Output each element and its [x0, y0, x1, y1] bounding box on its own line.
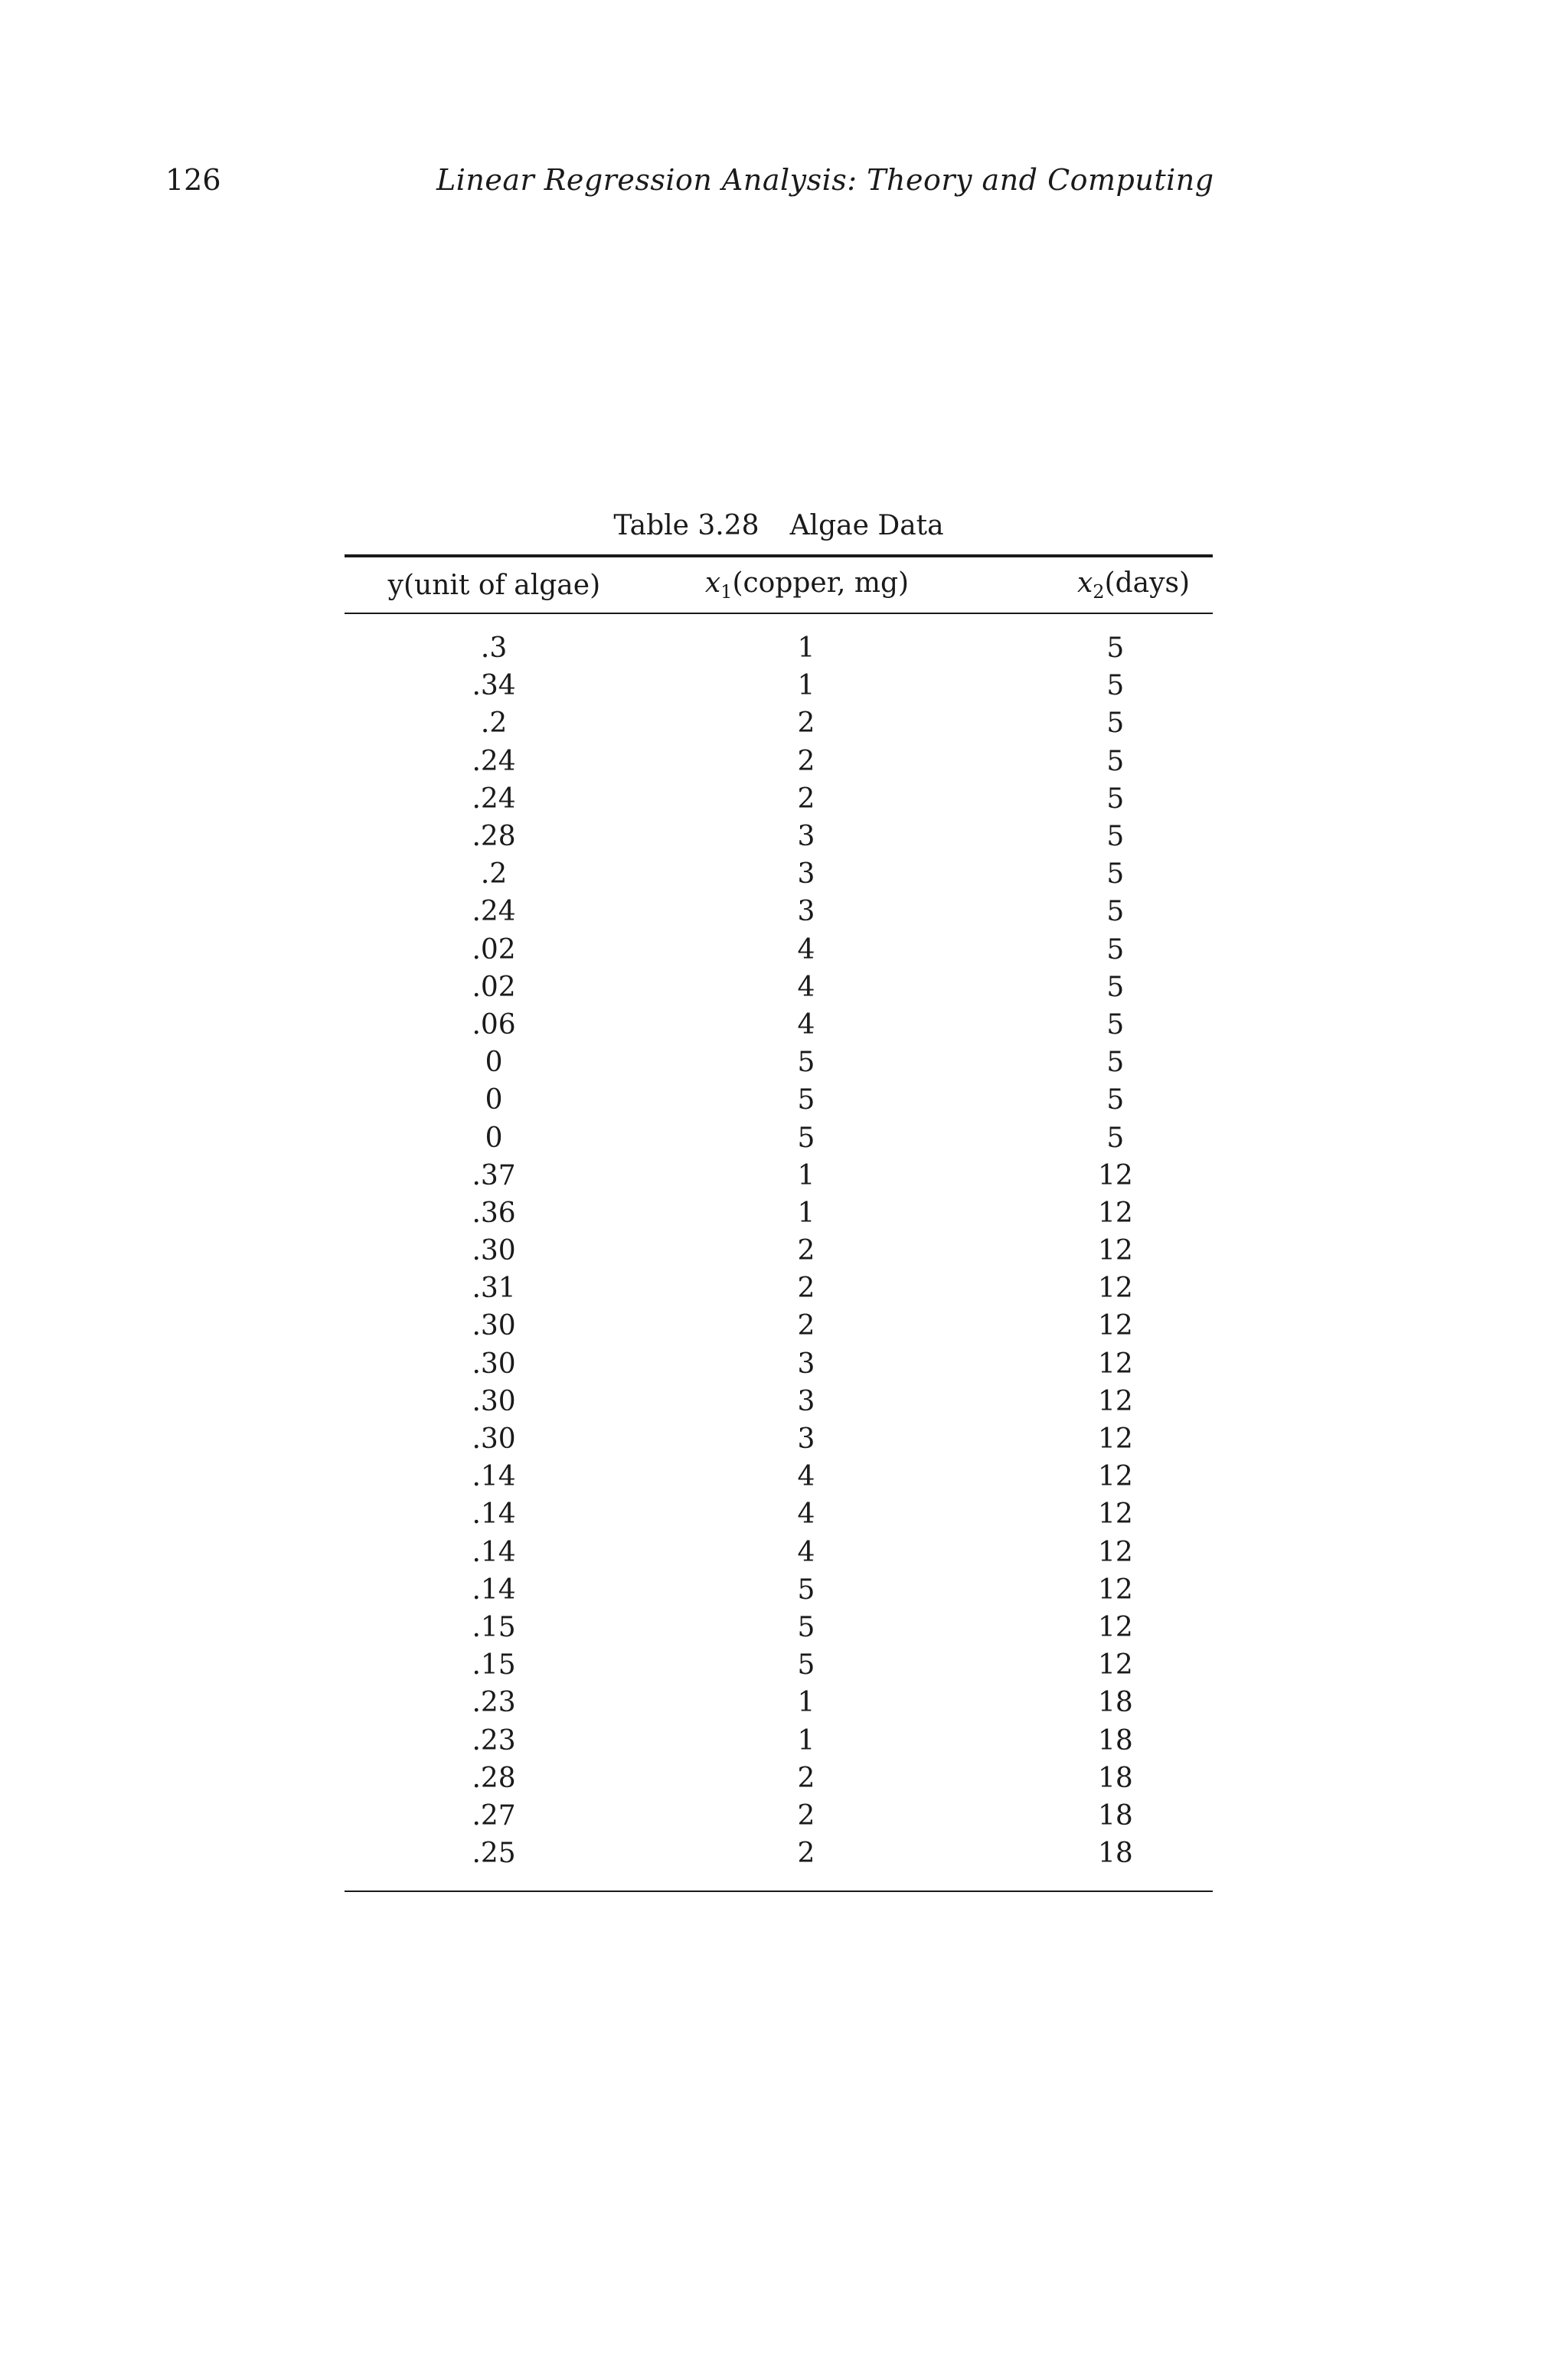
running-head: [0, 157, 1568, 203]
cell-y: .14: [472, 1536, 516, 1568]
cell-x2: 18: [1097, 1799, 1133, 1832]
cell-x2: 12: [1097, 1159, 1133, 1191]
cell-x1: 5: [797, 1649, 815, 1681]
table-row: [345, 1571, 1213, 1609]
cell-x1: 2: [797, 783, 815, 815]
cell-x2: 18: [1097, 1762, 1133, 1794]
cell-x1: 1: [797, 632, 815, 665]
cell-y: .14: [472, 1498, 516, 1531]
cell-x2: 18: [1097, 1687, 1133, 1719]
bottom-rule: [345, 1891, 1213, 1892]
cell-y: .24: [472, 783, 516, 815]
table-row: [345, 1232, 1213, 1270]
cell-y: 0: [485, 1084, 503, 1116]
cell-y: .37: [472, 1159, 516, 1191]
cell-x1: 2: [797, 708, 815, 740]
cell-y: .2: [480, 858, 508, 891]
cell-x2: 5: [1106, 708, 1125, 740]
table-row: [345, 1119, 1213, 1156]
cell-y: .2: [480, 708, 508, 740]
cell-y: .24: [472, 896, 516, 928]
cell-x2: 12: [1097, 1574, 1133, 1606]
table-row: [345, 1458, 1213, 1495]
cell-y: .36: [472, 1197, 516, 1229]
cell-x1: 3: [797, 1423, 815, 1456]
table-row: [345, 1835, 1213, 1872]
cell-x2: 5: [1106, 1047, 1125, 1079]
table-row: [345, 1157, 1213, 1194]
table-row: [345, 855, 1213, 893]
cell-x1: 4: [797, 933, 815, 966]
cell-y: .14: [472, 1574, 516, 1606]
table-row: [345, 1420, 1213, 1458]
table-caption-title: Algae Data: [789, 510, 944, 541]
cell-x1: 2: [797, 745, 815, 777]
cell-x2: 5: [1106, 971, 1125, 1003]
cell-y: 0: [485, 1122, 503, 1154]
table-row: [345, 1646, 1213, 1684]
cell-y: .30: [472, 1310, 516, 1342]
cell-x1: 4: [797, 1536, 815, 1568]
cell-x1: 2: [797, 1762, 815, 1794]
header-x2-text: (days): [1104, 567, 1190, 599]
table-row: [345, 1721, 1213, 1759]
cell-y: .15: [472, 1649, 516, 1681]
cell-x1: 2: [797, 1235, 815, 1267]
cell-x2: 12: [1097, 1310, 1133, 1342]
cell-x2: 12: [1097, 1385, 1133, 1417]
cell-y: .27: [472, 1799, 516, 1832]
cell-y: .28: [472, 1762, 516, 1794]
cell-y: 0: [485, 1047, 503, 1079]
table-header-row: [345, 557, 1213, 613]
cell-x2: 12: [1097, 1536, 1133, 1568]
cell-y: .15: [472, 1611, 516, 1643]
data-table: [345, 505, 1213, 1892]
cell-y: .02: [472, 971, 516, 1003]
header-x1-text: (copper, mg): [732, 567, 910, 599]
table-row: [345, 969, 1213, 1006]
cell-y: .28: [472, 821, 516, 853]
cell-x2: 5: [1106, 1122, 1125, 1154]
table-row: [345, 1270, 1213, 1307]
cell-x2: 5: [1106, 933, 1125, 966]
cell-y: .14: [472, 1461, 516, 1493]
table-row: [345, 1383, 1213, 1420]
table-row: [345, 743, 1213, 780]
cell-x1: 1: [797, 1159, 815, 1191]
cell-x1: 5: [797, 1574, 815, 1606]
table-row: [345, 1307, 1213, 1345]
header-x1-symbol: x: [704, 567, 721, 599]
table-row: [345, 893, 1213, 930]
table-row: [345, 1081, 1213, 1119]
cell-x2: 5: [1106, 1008, 1125, 1041]
table-row: [345, 1044, 1213, 1081]
cell-x1: 4: [797, 1498, 815, 1531]
cell-y: .3: [480, 632, 508, 665]
cell-x2: 18: [1097, 1838, 1133, 1870]
cell-x1: 1: [797, 1724, 815, 1757]
table-row: [345, 1534, 1213, 1571]
table-row: [345, 629, 1213, 667]
cell-x2: 12: [1097, 1611, 1133, 1643]
cell-x2: 12: [1097, 1461, 1133, 1493]
cell-x2: 18: [1097, 1724, 1133, 1757]
cell-x1: 5: [797, 1084, 815, 1116]
cell-x2: 5: [1106, 783, 1125, 815]
cell-x1: 4: [797, 971, 815, 1003]
cell-x1: 1: [797, 1687, 815, 1719]
table-row: [345, 667, 1213, 704]
cell-x2: 12: [1097, 1197, 1133, 1229]
header-y: y(unit of algae): [387, 569, 601, 601]
cell-y: .34: [472, 670, 516, 702]
cell-x2: 5: [1106, 858, 1125, 891]
cell-x1: 3: [797, 1348, 815, 1380]
book-title: Linear Regression Analysis: Theory and Computing: [436, 163, 1214, 197]
cell-y: .23: [472, 1687, 516, 1719]
cell-x2: 12: [1097, 1498, 1133, 1531]
cell-x2: 12: [1097, 1649, 1133, 1681]
table-row: [345, 1194, 1213, 1232]
cell-y: .02: [472, 933, 516, 966]
cell-x2: 12: [1097, 1348, 1133, 1380]
cell-x1: 1: [797, 1197, 815, 1229]
table-row: [345, 1797, 1213, 1835]
cell-x2: 5: [1106, 821, 1125, 853]
header-x1-subscript: 1: [720, 581, 733, 603]
page-number: 126: [165, 163, 221, 197]
cell-x2: 5: [1106, 632, 1125, 665]
cell-x1: 5: [797, 1122, 815, 1154]
cell-x1: 2: [797, 1838, 815, 1870]
cell-x1: 2: [797, 1273, 815, 1305]
cell-x2: 12: [1097, 1273, 1133, 1305]
table-caption: [345, 505, 1213, 547]
cell-x1: 2: [797, 1799, 815, 1832]
cell-x2: 5: [1106, 896, 1125, 928]
cell-x2: 5: [1106, 670, 1125, 702]
cell-y: .30: [472, 1423, 516, 1456]
cell-x1: 3: [797, 1385, 815, 1417]
cell-y: .31: [472, 1273, 516, 1305]
cell-y: .25: [472, 1838, 516, 1870]
cell-x1: 5: [797, 1047, 815, 1079]
table-row: [345, 931, 1213, 969]
table-row: [345, 1760, 1213, 1797]
cell-x2: 12: [1097, 1235, 1133, 1267]
cell-x1: 3: [797, 821, 815, 853]
cell-x1: 4: [797, 1008, 815, 1041]
table-row: [345, 1684, 1213, 1721]
cell-x2: 12: [1097, 1423, 1133, 1456]
cell-y: .23: [472, 1724, 516, 1757]
cell-y: .24: [472, 745, 516, 777]
header-x2-subscript: 2: [1093, 581, 1105, 603]
cell-x1: 3: [797, 858, 815, 891]
table-row: [345, 1345, 1213, 1383]
cell-x1: 5: [797, 1611, 815, 1643]
cell-x1: 1: [797, 670, 815, 702]
cell-y: .30: [472, 1348, 516, 1380]
header-x1: [621, 567, 993, 603]
cell-x2: 5: [1106, 745, 1125, 777]
table-row: [345, 818, 1213, 855]
header-x2-symbol: x: [1076, 567, 1093, 599]
cell-y: .06: [472, 1008, 516, 1041]
table-caption-number: Table 3.28: [613, 510, 760, 541]
table-row: [345, 1495, 1213, 1533]
table-body: [345, 614, 1213, 1891]
table-row: [345, 780, 1213, 818]
cell-x1: 4: [797, 1461, 815, 1493]
header-x2: [993, 567, 1213, 603]
cell-y: .30: [472, 1235, 516, 1267]
cell-y: .30: [472, 1385, 516, 1417]
cell-x1: 3: [797, 896, 815, 928]
table-row: [345, 704, 1213, 742]
table-row: [345, 1609, 1213, 1646]
cell-x2: 5: [1106, 1084, 1125, 1116]
cell-x1: 2: [797, 1310, 815, 1342]
table-row: [345, 1006, 1213, 1044]
